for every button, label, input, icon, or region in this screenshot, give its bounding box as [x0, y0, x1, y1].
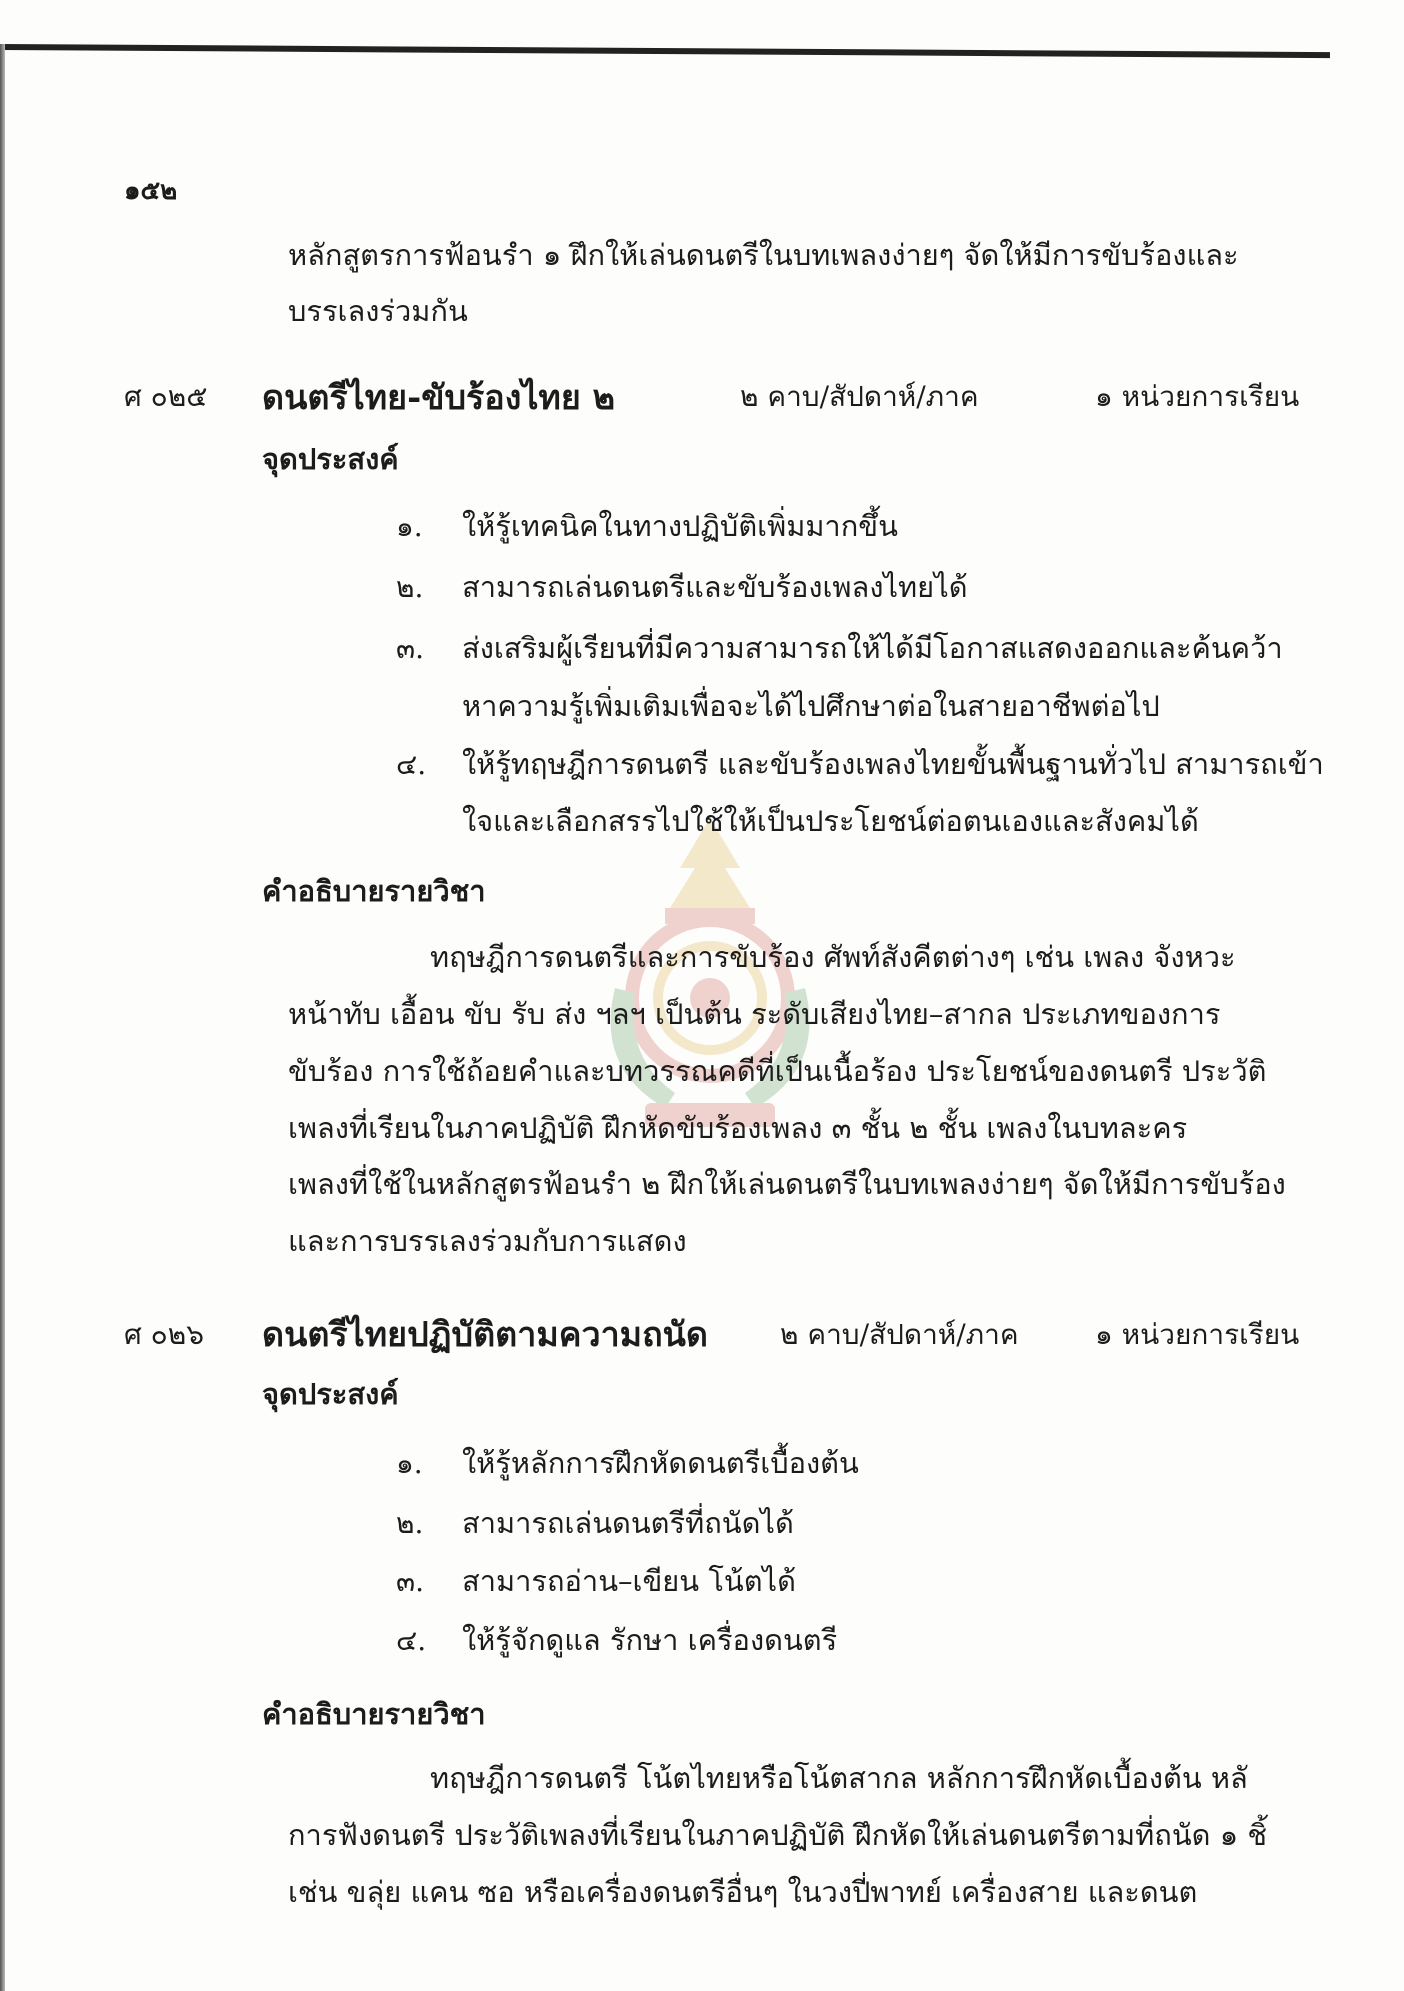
objective-text: ให้รู้เทคนิคในทางปฏิบัติเพิ่มมากขึ้น: [462, 509, 898, 543]
objectives-heading: จุดประสงค์: [262, 1377, 399, 1411]
course-title: ดนตรีไทยปฏิบัติตามความถนัด: [262, 1315, 709, 1355]
objective-text-continued: ใจและเลือกสรรไปใช้ให้เป็นประโยชน์ต่อตนเองและสังคมได้: [462, 804, 1199, 838]
course-credits: ๑ หน่วยการเรียน: [1095, 380, 1300, 413]
objective-number: ๑.: [396, 1447, 423, 1480]
description-line: ทฤษฎีการดนตรีและการขับร้อง ศัพท์สังคีตต่างๆ เช่น เพลง จังหวะ: [430, 940, 1236, 974]
description-line: เพลงที่ใช้ในหลักสูตรฟ้อนรำ ๒ ฝึกให้เล่นดนตรีในบทเพลงง่ายๆ จัดให้มีการขับร้อง: [288, 1167, 1286, 1201]
objective-text-continued: หาความรู้เพิ่มเติมเพื่อจะได้ไปศึกษาต่อในสายอาชีพต่อไป: [462, 689, 1160, 723]
description-line: ทฤษฎีการดนตรี โน้ตไทยหรือโน้ตสากล หลักการฝึกหัดเบื้องต้น หลั: [430, 1761, 1248, 1795]
description-line: เช่น ขลุ่ย แคน ซอ หรือเครื่องดนตรีอื่นๆ ในวงปี่พาทย์ เครื่องสาย และดนต: [288, 1875, 1198, 1909]
description-line: หน้าทับ เอื้อน ขับ รับ ส่ง ฯลฯ เป็นต้น ระดับเสียงไทย–สากล ประเภทของการ: [288, 997, 1221, 1031]
objective-text: สามารถอ่าน–เขียน โน้ตได้: [462, 1564, 796, 1598]
description-heading: คำอธิบายรายวิชา: [262, 874, 486, 908]
page-number: ๑๕๒: [124, 176, 178, 206]
objective-number: ๒.: [396, 1507, 424, 1540]
description-line: เพลงที่เรียนในภาคปฏิบัติ ฝึกหัดขับร้องเพลง ๓ ชั้น ๒ ชั้น เพลงในบทละคร: [288, 1111, 1188, 1145]
intro-line-1: หลักสูตรการฟ้อนรำ ๑ ฝึกให้เล่นดนตรีในบทเพลงง่ายๆ จัดให้มีการขับร้องและ: [288, 238, 1239, 272]
description-line: การฟังดนตรี ประวัติเพลงที่เรียนในภาคปฏิบัติ ฝึกหัดให้เล่นดนตรีตามที่ถนัด ๑ ชิ้: [288, 1818, 1268, 1852]
objective-number: ๑.: [396, 510, 423, 543]
objective-number: ๔.: [396, 748, 427, 781]
course-periods: ๒ คาบ/สัปดาห์/ภาค: [780, 1318, 1019, 1351]
objective-text: ให้รู้ทฤษฎีการดนตรี และขับร้องเพลงไทยขั้นพื้นฐานทั่วไป สามารถเข้า: [462, 747, 1324, 781]
scan-top-border: [0, 44, 1330, 58]
objective-number: ๓.: [396, 632, 425, 665]
objective-number: ๔.: [396, 1624, 427, 1657]
objective-number: ๓.: [396, 1565, 425, 1598]
intro-line-2: บรรเลงร่วมกัน: [288, 294, 468, 328]
objective-text: สามารถเล่นดนตรีและขับร้องเพลงไทยได้: [462, 570, 968, 604]
objective-text: ให้รู้หลักการฝึกหัดดนตรีเบื้องต้น: [462, 1446, 859, 1480]
course-credits: ๑ หน่วยการเรียน: [1095, 1318, 1300, 1351]
course-periods: ๒ คาบ/สัปดาห์/ภาค: [740, 380, 979, 413]
course-code: ศ ๐๒๖: [124, 1318, 204, 1351]
scan-left-edge: [0, 44, 5, 1991]
objective-text: ส่งเสริมผู้เรียนที่มีความสามารถให้ได้มีโอกาสแสดงออกและค้นคว้า: [462, 631, 1283, 665]
course-code: ศ ๐๒๕: [124, 380, 208, 413]
description-line: ขับร้อง การใช้ถ้อยคำและบทวรรณคดีที่เป็นเนื้อร้อง ประโยชน์ของดนตรี ประวัติ: [288, 1054, 1267, 1088]
course-title: ดนตรีไทย-ขับร้องไทย ๒: [262, 378, 615, 418]
description-heading: คำอธิบายรายวิชา: [262, 1697, 486, 1731]
objective-text: สามารถเล่นดนตรีที่ถนัดได้: [462, 1506, 794, 1540]
objective-number: ๒.: [396, 571, 424, 604]
objectives-heading: จุดประสงค์: [262, 442, 399, 476]
objective-text: ให้รู้จักดูแล รักษา เครื่องดนตรี: [462, 1623, 838, 1657]
description-line: และการบรรเลงร่วมกับการแสดง: [288, 1224, 687, 1258]
